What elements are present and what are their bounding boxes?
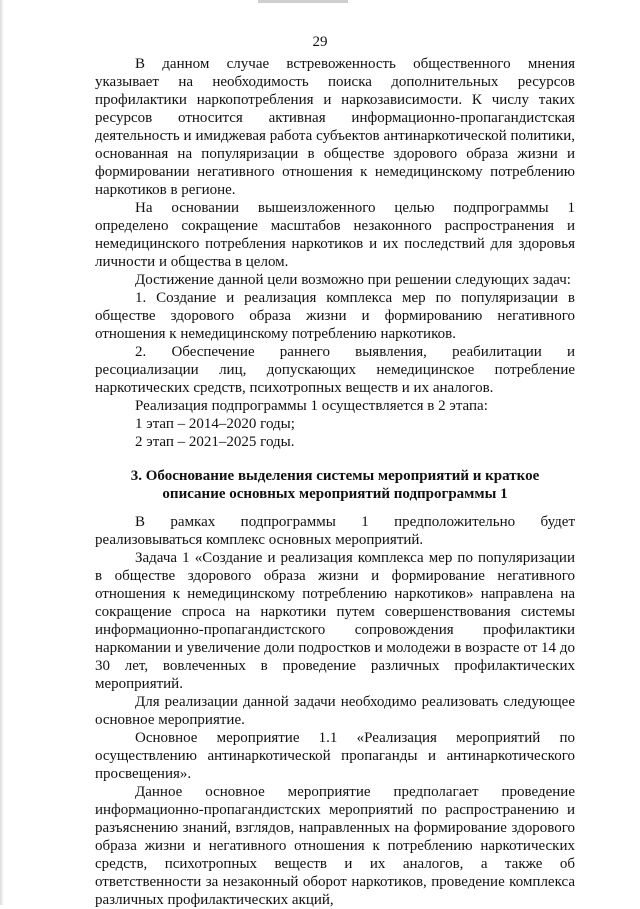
paragraph: 1. Создание и реализация комплекса мер по популяризации в обществе здорового образа жизни и формированию негативного отношения к немедицинскому потреблению наркотиков. xyxy=(95,290,575,342)
paragraph: На основании вышеизложенного целью подпрограммы 1 определено сокращение масштабов незаконного распространения и немедицинского потребления наркотиков и их последствий для здоровья личности и общества в целом. xyxy=(95,200,575,270)
paragraph: В рамках подпрограммы 1 предположительно будет реализовываться комплекс основных мероприятий. xyxy=(95,514,575,548)
scan-edge-shadow xyxy=(0,0,4,905)
paragraph: В данном случае встревоженность общественного мнения указывает на необходимость поиска дополнительных ресурсов профилактики наркопотребления и наркозависимости. К числу таких ресурсов относится активная информационно-пропагандистская деятельность и имиджевая работа субъектов антинаркотической политики, основанная на популяризации в обществе здорового образа жизни и формировании негативного отношения к немедицинскому потреблению наркотиков в регионе. xyxy=(95,56,575,198)
paragraph: Реализация подпрограммы 1 осуществляется в 2 этапа: xyxy=(135,398,488,414)
paragraph: Достижение данной цели возможно при решении следующих задач: xyxy=(135,272,571,288)
paragraph: 2. Обеспечение раннего выявления, реабилитации и ресоциализации лиц, допускающих немедицинское потребление наркотических средств, психотропных веществ и их аналогов. xyxy=(95,344,575,396)
stage-line: 1 этап – 2014–2020 годы; xyxy=(135,416,295,432)
stage-line: 2 этап – 2021–2025 годы. xyxy=(135,434,295,450)
paragraph: Данное основное мероприятие предполагает проведение информационно-пропагандистских мероприятий по распространению и разъяснению знаний, взглядов, направленных на формирование здорового образа жизни и негативного отношения к потреблению наркотических средств, психотропных веществ и их аналогов, а также об ответственности за незаконный оборот наркотиков, проведение комплекса различных профилактических акций, xyxy=(95,784,575,908)
paragraph: Задача 1 «Создание и реализация комплекса мер по популяризации в обществе здорового образа жизни и формирование негативного отношения к немедицинскому потреблению наркотиков» направлена на сокращение спроса на наркотики путем совершенствования системы информационно-пропагандистского сопровождения профилактики наркомании и увеличение доли подростков и молодежи в возрасте от 14 до 30 лет, вовлеченных в проведение различных профилактических мероприятий. xyxy=(95,550,575,692)
scan-artifact xyxy=(258,0,348,3)
section-heading xyxy=(95,467,575,503)
section-heading-line: 3. Обоснование выделения системы мероприятий и краткое xyxy=(130,468,540,484)
section-heading-line: описание основных мероприятий подпрограммы 1 xyxy=(162,486,508,502)
paragraph: Для реализации данной задачи необходимо реализовать следующее основное мероприятие. xyxy=(95,694,575,728)
paragraph: Основное мероприятие 1.1 «Реализация мероприятий по осуществлению антинаркотической пропаганды и антинаркотического просвещения». xyxy=(95,730,575,782)
body-text xyxy=(95,55,575,909)
page-number: 29 xyxy=(312,34,328,50)
